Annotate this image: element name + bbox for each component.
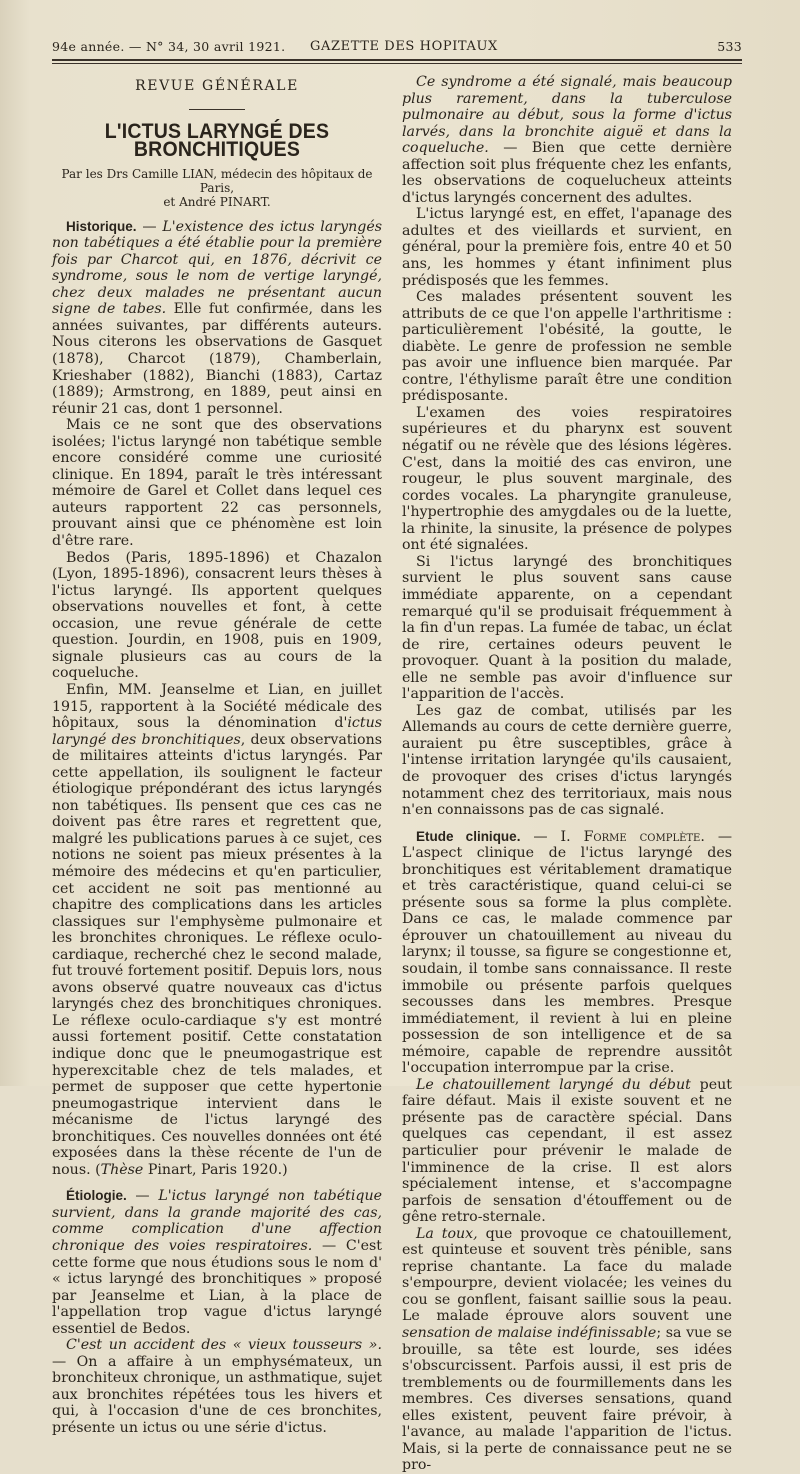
issue-info: 94e année. — N° 34, 30 avril 1921. <box>52 39 286 54</box>
paragraph-etiologie: Étiologie. — L'ictus laryngé non tabétique survient, dans la grande majorité des cas, comme complication d'une affection chronique des voies respiratoires. — C'est cette forme que nous étudions sous le nom d' « ictus laryngé des bronchitiques » proposé par Jeanselme et Lian, à la place de l'appellation trop vague d'ictus laryngé essentiel de Bedos. <box>52 1188 383 1337</box>
byline-coauthor: et André PINART. <box>163 194 271 209</box>
byline-authors: Par les Drs Camille LIAN, médecin des hôpitaux de Paris, <box>61 166 373 195</box>
header-rule-thick <box>52 59 742 61</box>
paragraph: L'ictus laryngé est, en effet, l'apanage des adultes et des vieillards et survient, en général, pour la première fois, entre 40 et 50 ans, les hommes y étant infiniment plus prédisposés que les femmes. <box>402 206 732 289</box>
right-column <box>402 74 732 1474</box>
running-header <box>52 36 742 58</box>
paragraph: La toux, que provoque ce chatouillement, est quinteuse et souvent très pénible, sans reprise chantante. La face du malade s'empourpre, devient violacée; les veines du cou se gonflent, faisant saillie sous la peau. Le malade éprouve alors souvent une sensation de malaise indéfinissable; sa vue se brouille, sa tête est lourde, ses idées s'obscurcissent. Parfois aussi, il est pris de tremblements ou de fourmillements dans les membres. Ces diverses sensations, quand elles existent, peuvent faire prévoir, à l'avance, au malade l'apparition de l'ictus. Mais, si la perte de connaissance peut ne se pro- <box>402 1225 733 1474</box>
paragraph: Le chatouillement laryngé du début peut faire défaut. Mais il existe souvent et ne présente pas de caractère spécial. Dans quelques cas cependant, il est assez particulier pour prévenir le malade de l'imminence de la crise. Il est alors spécialement intense, et s'accompagne parfois de sensation d'étouffement ou de gêne retro-sternale. <box>402 1076 732 1226</box>
paragraph: Ce syndrome a été signalé, mais beaucoup plus rarement, dans la tuberculose pulmonaire au début, sous la forme d'ictus larvés, dans la bronchite aiguë et dans la coqueluche. — Bien que cette dernière affection soit plus fréquente chez les enfants, les observations de coquelucheux atteints d'ictus laryngés concernent des adultes. <box>402 74 732 206</box>
paragraph: Enfin, MM. Jeanselme et Lian, en juillet 1915, rapportent à la Société médicale des hôpitaux, sous la dénomination d'ictus laryngé des bronchitiques, deux observations de militaires atteints d'ictus laryngés. Par cette appellation, ils soulignent le facteur étiologique prépondérant des ictus laryngés non tabétiques. Ils pensent que ces cas ne doivent pas être rares et regrettent que, malgré les publications parues à ce sujet, ces notions ne soient pas mieux présentes à la mémoire des médecins et qu'en particulier, cet accident ne soit pas mentionné au chapitre des complications dans les articles classiques sur l'emphysème pulmonaire et les bronchites chroniques. Le réflexe oculo-cardiaque, recherché chez le second malade, fut trouvé fortement positif. Depuis lors, nous avons observé quatre nouveaux cas d'ictus laryngés chez des bronchitiques chroniques. Le réflexe oculo-cardiaque s'y est montré aussi fortement positif. Cette constatation indique donc que le pneumogastrique est hyperexcitable chez de tels malades, et permet de supposer que cette hypertonie pneumogastrique intervient dans le mécanisme de l'ictus laryngé des bronchitiques. Ces nouvelles données ont été exposées dans la thèse récente de l'un de nous. (Thèse Pinart, Paris 1920.) <box>52 681 382 1178</box>
page-number: 533 <box>717 39 742 54</box>
subheading-forme-complete: Forme complète. <box>583 828 705 845</box>
header-rule-thin <box>52 63 742 64</box>
heading-etiologie: Étiologie. <box>66 1188 127 1204</box>
byline <box>52 167 382 209</box>
paragraph-historique: Historique. — L'existence des ictus laryngés non tabétiques a été établie pour la première fois par Charcot qui, en 1876, décrivit ce syndrome, sous le nom de vertige laryngé, chez deux malades ne présentant aucun signe de tabes. Elle fut confirmée, dans les années suivantes, par différents auteurs. Nous citerons les observations de Gasquet (1878), Charcot (1879), Chamberlain, Krieshaber (1882), Bianchi (1883), Cartaz (1889); Armstrong, en 1889, peut ainsi en réunir 21 cas, dont 1 personnel. <box>52 218 382 417</box>
paragraph-etude-clinique: Etude clinique. — I. Forme complète. — L'aspect clinique de l'ictus laryngé des bronchitiques est véritablement dramatique et très caractéristique, quand celui-ci se présente sous sa forme la plus complète. Dans ce cas, le malade commence par éprouver un chatouillement au niveau du larynx; il tousse, sa figure se congestionne et, soudain, il tombe sans connaissance. Il reste immobile ou présente parfois quelques secousses dans les membres. Presque immédiatement, il revient à lui en pleine possession de son intelligence et de sa mémoire, capable de reprendre aussitôt l'occupation interrompue par la crise. <box>402 828 733 1077</box>
article-title: L'ICTUS LARYNGÉ DES BRONCHITIQUES <box>104 118 330 161</box>
journal-title: GAZETTE DES HOPITAUX <box>310 39 498 54</box>
paragraph: Ces malades présentent souvent les attributs de ce que l'on appelle l'arthritisme : particulièrement l'obésité, la goutte, le diabète. Le genre de profession ne semble pas avoir une influence bien marquée. Par contre, l'éthylisme paraît être une condition prédisposante. <box>402 289 732 405</box>
heading-historique: Historique. <box>66 218 137 234</box>
paragraph: Mais ce ne sont que des observations isolées; l'ictus laryngé non tabétique semble encore considéré comme une curiosité clinique. En 1894, paraît le très intéressant mémoire de Garel et Collet dans lequel ces auteurs rapportent 22 cas personnels, prouvant ainsi que ce phénomène est loin d'être rare. <box>52 417 382 550</box>
paragraph: Les gaz de combat, utilisés par les Allemands au cours de cette dernière guerre, auraient pu être susceptibles, grâce à l'intense irritation laryngée qu'ils causaient, de provoquer des crises d'ictus laryngés notamment chez des territoriaux, mais nous n'en connaissons pas de cas signalé. <box>402 702 732 819</box>
paragraph: C'est un accident des « vieux tousseurs ». — On a affaire à un emphysémateux, un bronchiteux chronique, un asthmatique, sujet aux bronchites répétées tous les hivers et qui, à l'occasion d'une de ces bronchites, présente un ictus ou une série d'ictus. <box>52 1337 382 1437</box>
paragraph: Si l'ictus laryngé des bronchitiques survient le plus souvent sans cause immédiate apparente, on a cependant remarqué qu'il se produisait fréquemment à la fin d'un repas. La fumée de tabac, un éclat de rire, certaines odeurs peuvent le provoquer. Quant à la position du malade, elle ne semble pas avoir d'influence sur l'apparition de l'accès. <box>402 553 732 703</box>
section-divider <box>189 109 245 110</box>
paragraph: L'examen des voies respiratoires supérieures et du pharynx est souvent négatif ou ne révèle que des lésions légères. C'est, dans la moitié des cas environ, une rougeur, le plus souvent marginale, des cordes vocales. La pharyngite granuleuse, l'hypertrophie des amygdales ou de la luette, la rhinite, la sinusite, la présence de polypes ont été signalées. <box>402 404 732 554</box>
heading-etude-clinique: Etude clinique. <box>416 828 521 844</box>
left-column <box>52 74 382 1437</box>
section-label: REVUE GÉNÉRALE <box>135 78 299 94</box>
paragraph: Bedos (Paris, 1895-1896) et Chazalon (Lyon, 1895-1896), consacrent leurs thèses à l'ictus laryngé. Ils apportent quelques observations nouvelles et font, à cette occasion, une revue générale de cette question. Jourdin, en 1908, puis en 1909, signale plusieurs cas au cours de la coqueluche. <box>52 549 382 682</box>
